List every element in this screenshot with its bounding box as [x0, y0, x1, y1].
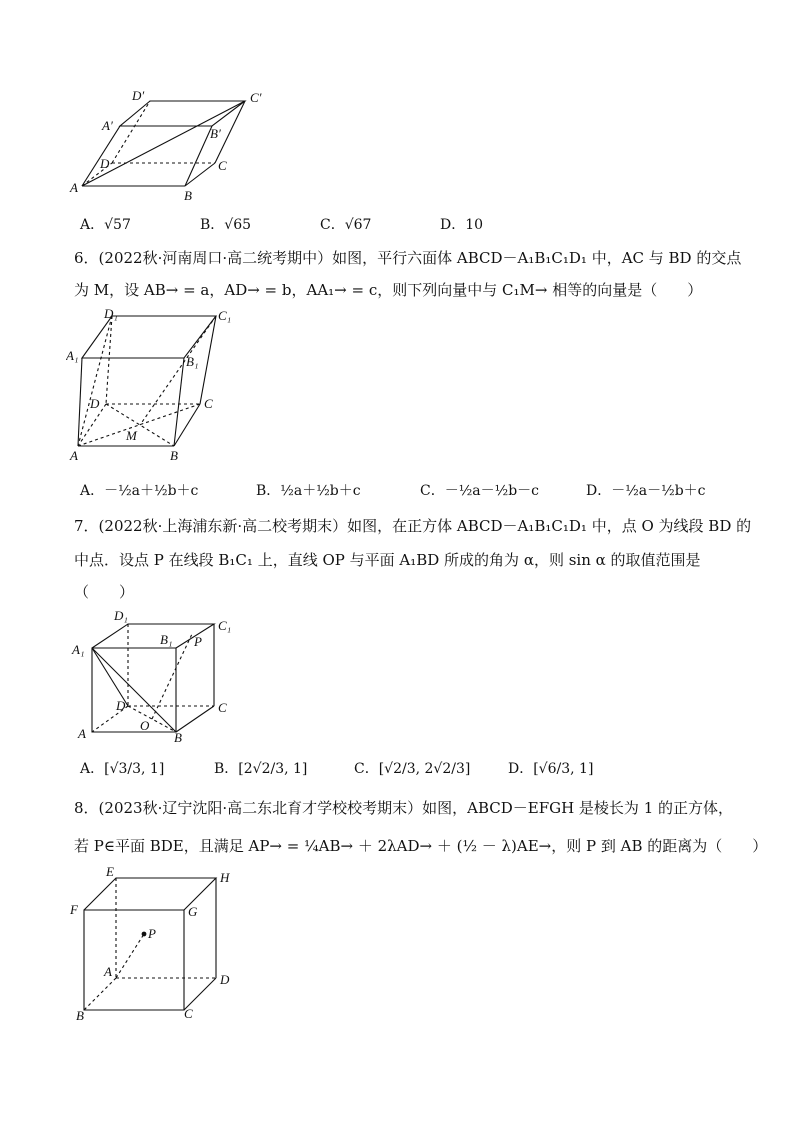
- parallelepiped-figure-q6: [66, 306, 246, 464]
- fig1-label: B′: [210, 126, 221, 141]
- fig4-label: E: [106, 866, 114, 879]
- fig4-label: P: [148, 926, 156, 941]
- q6-option-b: B．½a＋½b＋c: [256, 483, 361, 499]
- fig4-label: A: [104, 964, 112, 979]
- fig2-label: C: [204, 396, 213, 411]
- fig3-label: B: [174, 730, 182, 745]
- fig3-label: C₁: [218, 618, 232, 633]
- q7-option-a: A．[√3/3, 1]: [80, 761, 165, 777]
- fig1-label: A: [70, 180, 78, 195]
- q7-option-d: D．[√6/3, 1]: [508, 761, 594, 777]
- fig3-label: A₁: [72, 642, 85, 657]
- cube-figure-q7: [68, 606, 248, 746]
- fig3-label: P: [194, 634, 202, 649]
- fig2-label: B: [170, 448, 178, 463]
- fig4-label: C: [184, 1006, 193, 1021]
- q7-stem-line1: 7．(2022秋·上海浦东新·高二校考期末）如图，在正方体 ABCD－A₁B₁C₁D₁ 中，点 O 为线段 BD 的: [74, 517, 752, 535]
- fig1-label: C′: [250, 90, 262, 105]
- q6-option-a: A．－½a＋½b＋c: [80, 483, 199, 499]
- fig1-label: B: [184, 188, 192, 203]
- q5-option-c: C．√67: [320, 217, 372, 233]
- q5-option-d: D．10: [440, 217, 484, 233]
- fig3-label: O: [140, 718, 150, 733]
- cube-figure-q8: [66, 866, 246, 1024]
- fig2-label: C₁: [218, 308, 232, 323]
- q8-stem-line2: 若 P∈平面 BDE，且满足 AP→ = ¼AB→ ＋ 2λAD→ ＋ (½ － λ)AE→，则 P 到 AB 的距离为（ ）: [74, 837, 768, 855]
- q6-stem-line1: 6．(2022秋·河南周口·高二统考期中）如图，平行六面体 ABCD－A₁B₁C₁D₁ 中，AC 与 BD 的交点: [74, 249, 742, 267]
- q6-option-c: C．－½a－½b－c: [420, 483, 539, 499]
- q7-option-b: B．[2√2/3, 1]: [214, 761, 308, 777]
- fig1-label: D′: [132, 88, 145, 103]
- parallelepiped-figure-q5: [60, 88, 280, 203]
- fig4-label: F: [70, 902, 78, 917]
- fig1-label: C: [218, 158, 227, 173]
- fig3-label: D₁: [114, 608, 128, 623]
- fig3-label: B₁: [160, 632, 173, 647]
- fig2-label: A: [70, 448, 78, 463]
- fig4-label: H: [220, 870, 230, 885]
- fig4-label: D: [220, 972, 230, 987]
- q5-option-a: A．√57: [80, 217, 131, 233]
- q6-option-d: D．－½a－½b＋c: [586, 483, 706, 499]
- fig3-label: C: [218, 700, 227, 715]
- point-p-dot: [142, 932, 147, 937]
- q7-option-c: C．[√2/3, 2√2/3]: [354, 761, 471, 777]
- fig4-label: B: [76, 1008, 84, 1023]
- q6-stem-line2: 为 M，设 AB→ = a，AD→ = b，AA₁→ = c，则下列向量中与 C₁M→ 相等的向量是（ ）: [74, 281, 703, 299]
- fig2-label: M: [126, 428, 137, 443]
- fig4-label: G: [188, 904, 198, 919]
- fig1-label: D: [100, 156, 110, 171]
- fig3-label: A: [78, 726, 86, 741]
- q8-stem-line1: 8．(2023秋·辽宁沈阳·高二东北育才学校校考期末）如图，ABCD－EFGH 是棱长为 1 的正方体，: [74, 799, 734, 817]
- fig2-label: B₁: [186, 354, 199, 369]
- fig2-label: A₁: [66, 348, 79, 363]
- q5-option-b: B．√65: [200, 217, 252, 233]
- q7-stem-line3: （ ）: [74, 583, 135, 601]
- q7-stem-line2: 中点．设点 P 在线段 B₁C₁ 上，直线 OP 与平面 A₁BD 所成的角为 α，则 sin α 的取值范围是: [74, 551, 701, 569]
- fig2-label: D: [90, 396, 100, 411]
- fig1-label: A′: [102, 118, 113, 133]
- fig2-label: D₁: [104, 306, 118, 321]
- fig3-label: D: [116, 698, 126, 713]
